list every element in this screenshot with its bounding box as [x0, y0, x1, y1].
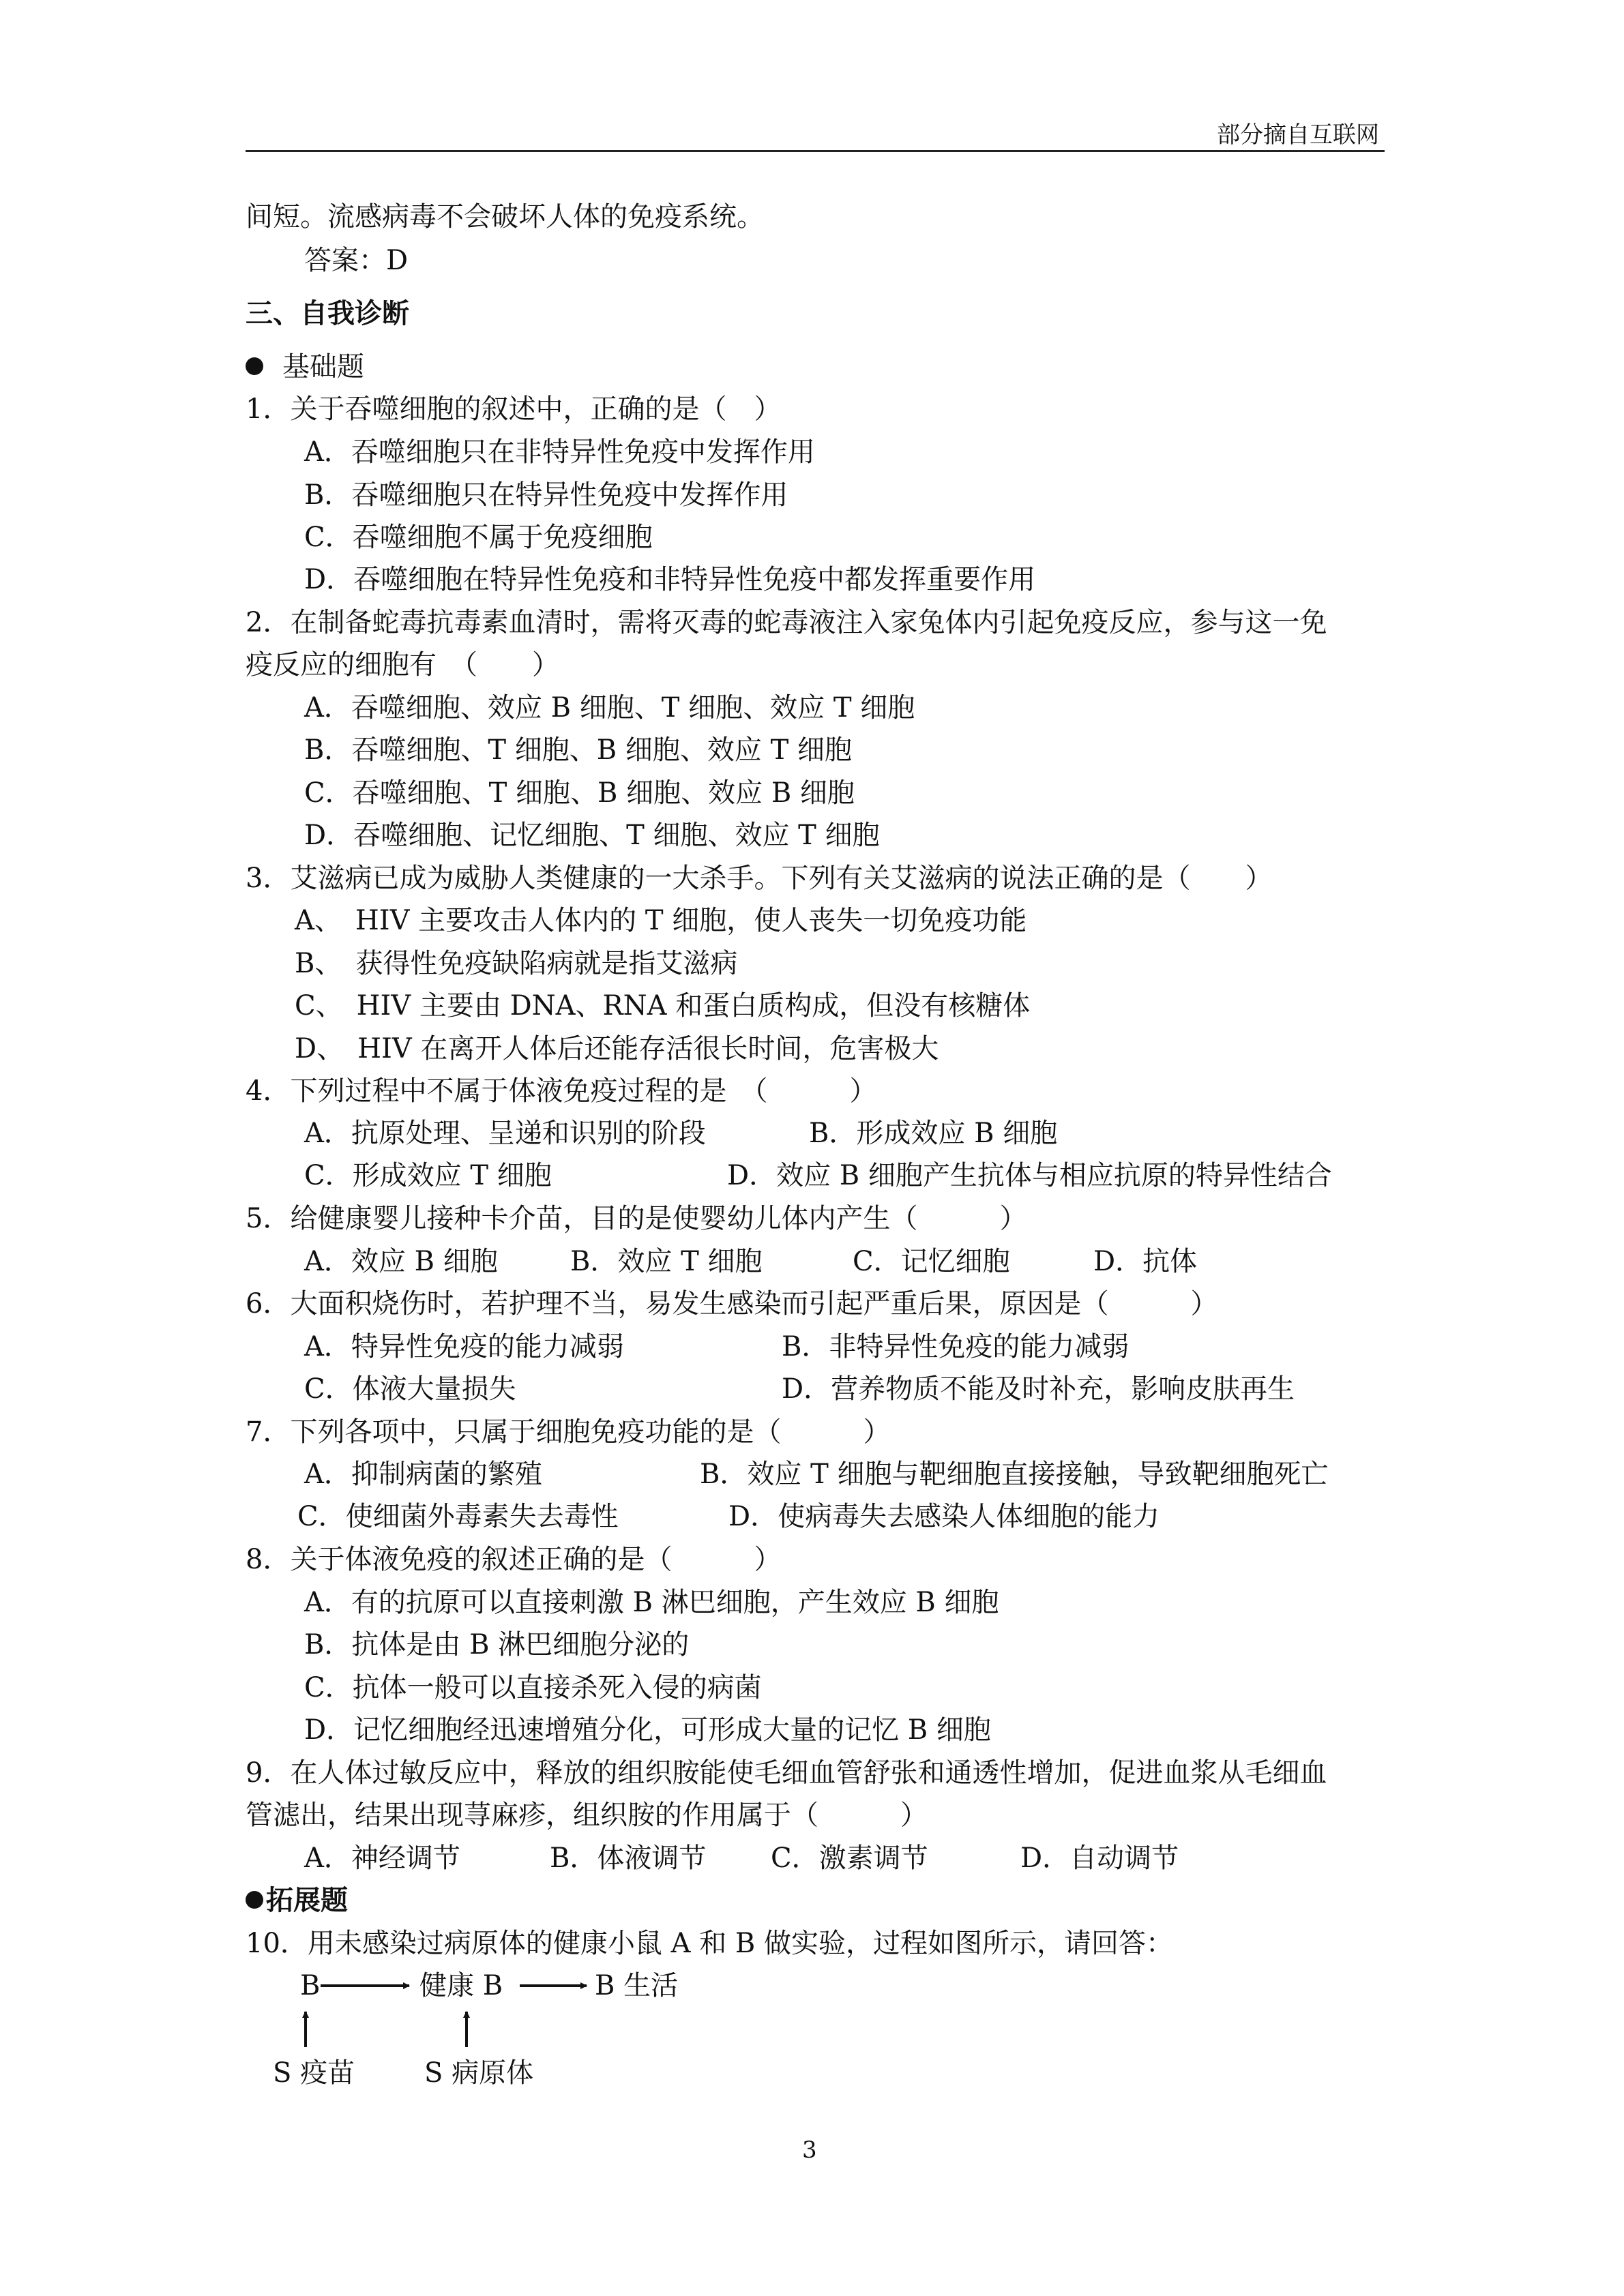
- q3-option-d: D、 HIV 在离开人体后还能存活很长时间，危害极大: [295, 1033, 939, 1064]
- diagram-label-s-vaccine: S 疫苗: [273, 2057, 355, 2089]
- question-8: 8．关于体液免疫的叙述正确的是（ ）: [246, 1544, 782, 1575]
- diagram-node-b-live: B 生活: [595, 1970, 679, 2001]
- text-line-continuation: 间短。流感病毒不会破坏人体的免疫系统。: [246, 201, 764, 233]
- q1-option-d: D．吞噬细胞在特异性免疫和非特异性免疫中都发挥重要作用: [304, 564, 1036, 595]
- q1-option-c: C．吞噬细胞不属于免疫细胞: [304, 522, 653, 553]
- q2-option-a: A．吞噬细胞、效应 B 细胞、T 细胞、效应 T 细胞: [304, 692, 915, 724]
- q7-option-a: A．抑制病菌的繁殖: [304, 1459, 542, 1490]
- q8-option-b: B．抗体是由 B 淋巴细胞分泌的: [304, 1629, 690, 1660]
- q8-option-d: D．记忆细胞经迅速增殖分化，可形成大量的记忆 B 细胞: [304, 1714, 991, 1746]
- question-10: 10．用未感染过病原体的健康小鼠 A 和 B 做实验，过程如图所示，请回答：: [246, 1928, 1174, 1959]
- q6-option-d: D．营养物质不能及时补充，影响皮肤再生: [782, 1373, 1295, 1405]
- q1-option-b: B．吞噬细胞只在特异性免疫中发挥作用: [304, 479, 788, 511]
- q6-option-c: C．体液大量损失: [304, 1373, 516, 1405]
- question-5: 5．给健康婴儿接种卡介苗，目的是使婴幼儿体内产生（ ）: [246, 1203, 1027, 1234]
- section-heading-self-diagnosis: 三、自我诊断: [246, 297, 409, 329]
- diagram-label-s-pathogen: S 病原体: [424, 2057, 534, 2089]
- q4-option-c: C．形成效应 T 细胞: [304, 1160, 552, 1191]
- diagram-node-healthy-b: 健康 B: [419, 1970, 503, 2001]
- q2-option-b: B．吞噬细胞、T 细胞、B 细胞、效应 T 细胞: [304, 734, 853, 766]
- q9-option-a: A．神经调节: [304, 1843, 460, 1874]
- answer-line: 答案：D: [304, 245, 409, 276]
- q5-option-a: A．效应 B 细胞: [304, 1246, 498, 1277]
- q9-option-b: B．体液调节: [550, 1843, 707, 1874]
- q4-option-d: D．效应 B 细胞产生抗体与相应抗原的特异性结合: [727, 1160, 1332, 1191]
- header-text: 部分摘自互联网: [1217, 121, 1379, 149]
- q5-option-d: D．抗体: [1093, 1246, 1198, 1277]
- q5-option-c: C．记忆细胞: [853, 1246, 1010, 1277]
- q8-option-a: A．有的抗原可以直接刺激 B 淋巴细胞，产生效应 B 细胞: [304, 1587, 999, 1618]
- q9-option-c: C．激素调节: [771, 1843, 928, 1874]
- q5-option-b: B．效应 T 细胞: [570, 1246, 763, 1277]
- q3-option-c: C、 HIV 主要由 DNA、RNA 和蛋白质构成，但没有核糖体: [295, 990, 1031, 1022]
- question-6: 6．大面积烧伤时，若护理不当，易发生感染而引起严重后果，原因是（ ）: [246, 1288, 1218, 1320]
- q3-option-a: A、 HIV 主要攻击人体内的 T 细胞，使人丧失一切免疫功能: [295, 905, 1027, 936]
- q2-option-c: C．吞噬细胞、T 细胞、B 细胞、效应 B 细胞: [304, 777, 855, 809]
- page-number: 3: [802, 2136, 817, 2164]
- q4-option-a: A．抗原处理、呈递和识别的阶段: [304, 1118, 706, 1149]
- question-4: 4．下列过程中不属于体液免疫过程的是 （ ）: [246, 1075, 877, 1107]
- subsection-extension-label: 拓展题: [266, 1884, 348, 1916]
- q2-option-d: D．吞噬细胞、记忆细胞、T 细胞、效应 T 细胞: [304, 820, 880, 851]
- q3-option-b: B、 获得性免疫缺陷病就是指艾滋病: [295, 948, 738, 979]
- q8-option-c: C．抗体一般可以直接杀死入侵的病菌: [304, 1672, 762, 1703]
- question-3: 3．艾滋病已成为威胁人类健康的一大杀手。下列有关艾滋病的说法正确的是（ ）: [246, 863, 1273, 894]
- q9-option-d: D．自动调节: [1020, 1843, 1179, 1874]
- question-9-line-1: 9．在人体过敏反应中，释放的组织胺能使毛细血管舒张和通透性增加，促进血浆从毛细血: [246, 1757, 1327, 1789]
- q7-option-c: C．使细菌外毒素失去毒性: [297, 1501, 619, 1532]
- q6-option-a: A．特异性免疫的能力减弱: [304, 1331, 624, 1362]
- subsection-basic-label: 基础题: [282, 351, 364, 383]
- q6-option-b: B．非特异性免疫的能力减弱: [782, 1331, 1130, 1362]
- question-2-line-1: 2．在制备蛇毒抗毒素血清时，需将灭毒的蛇毒液注入家兔体内引起免疫反应，参与这一免: [246, 607, 1327, 638]
- question-2-line-2: 疫反应的细胞有 （ ）: [246, 649, 559, 681]
- diagram-node-b: B: [300, 1970, 321, 2001]
- question-1: 1．关于吞噬细胞的叙述中，正确的是（ ）: [246, 393, 782, 425]
- question-7: 7．下列各项中，只属于细胞免疫功能的是（ ）: [246, 1416, 891, 1448]
- q7-option-b: B．效应 T 细胞与靶细胞直接接触，导致靶细胞死亡: [700, 1459, 1329, 1490]
- q4-option-b: B．形成效应 B 细胞: [809, 1118, 1058, 1149]
- question-9-line-2: 管滤出，结果出现荨麻疹，组织胺的作用属于（ ）: [246, 1800, 928, 1831]
- q1-option-a: A．吞噬细胞只在非特异性免疫中发挥作用: [304, 436, 815, 468]
- q7-option-d: D．使病毒失去感染人体细胞的能力: [728, 1501, 1160, 1532]
